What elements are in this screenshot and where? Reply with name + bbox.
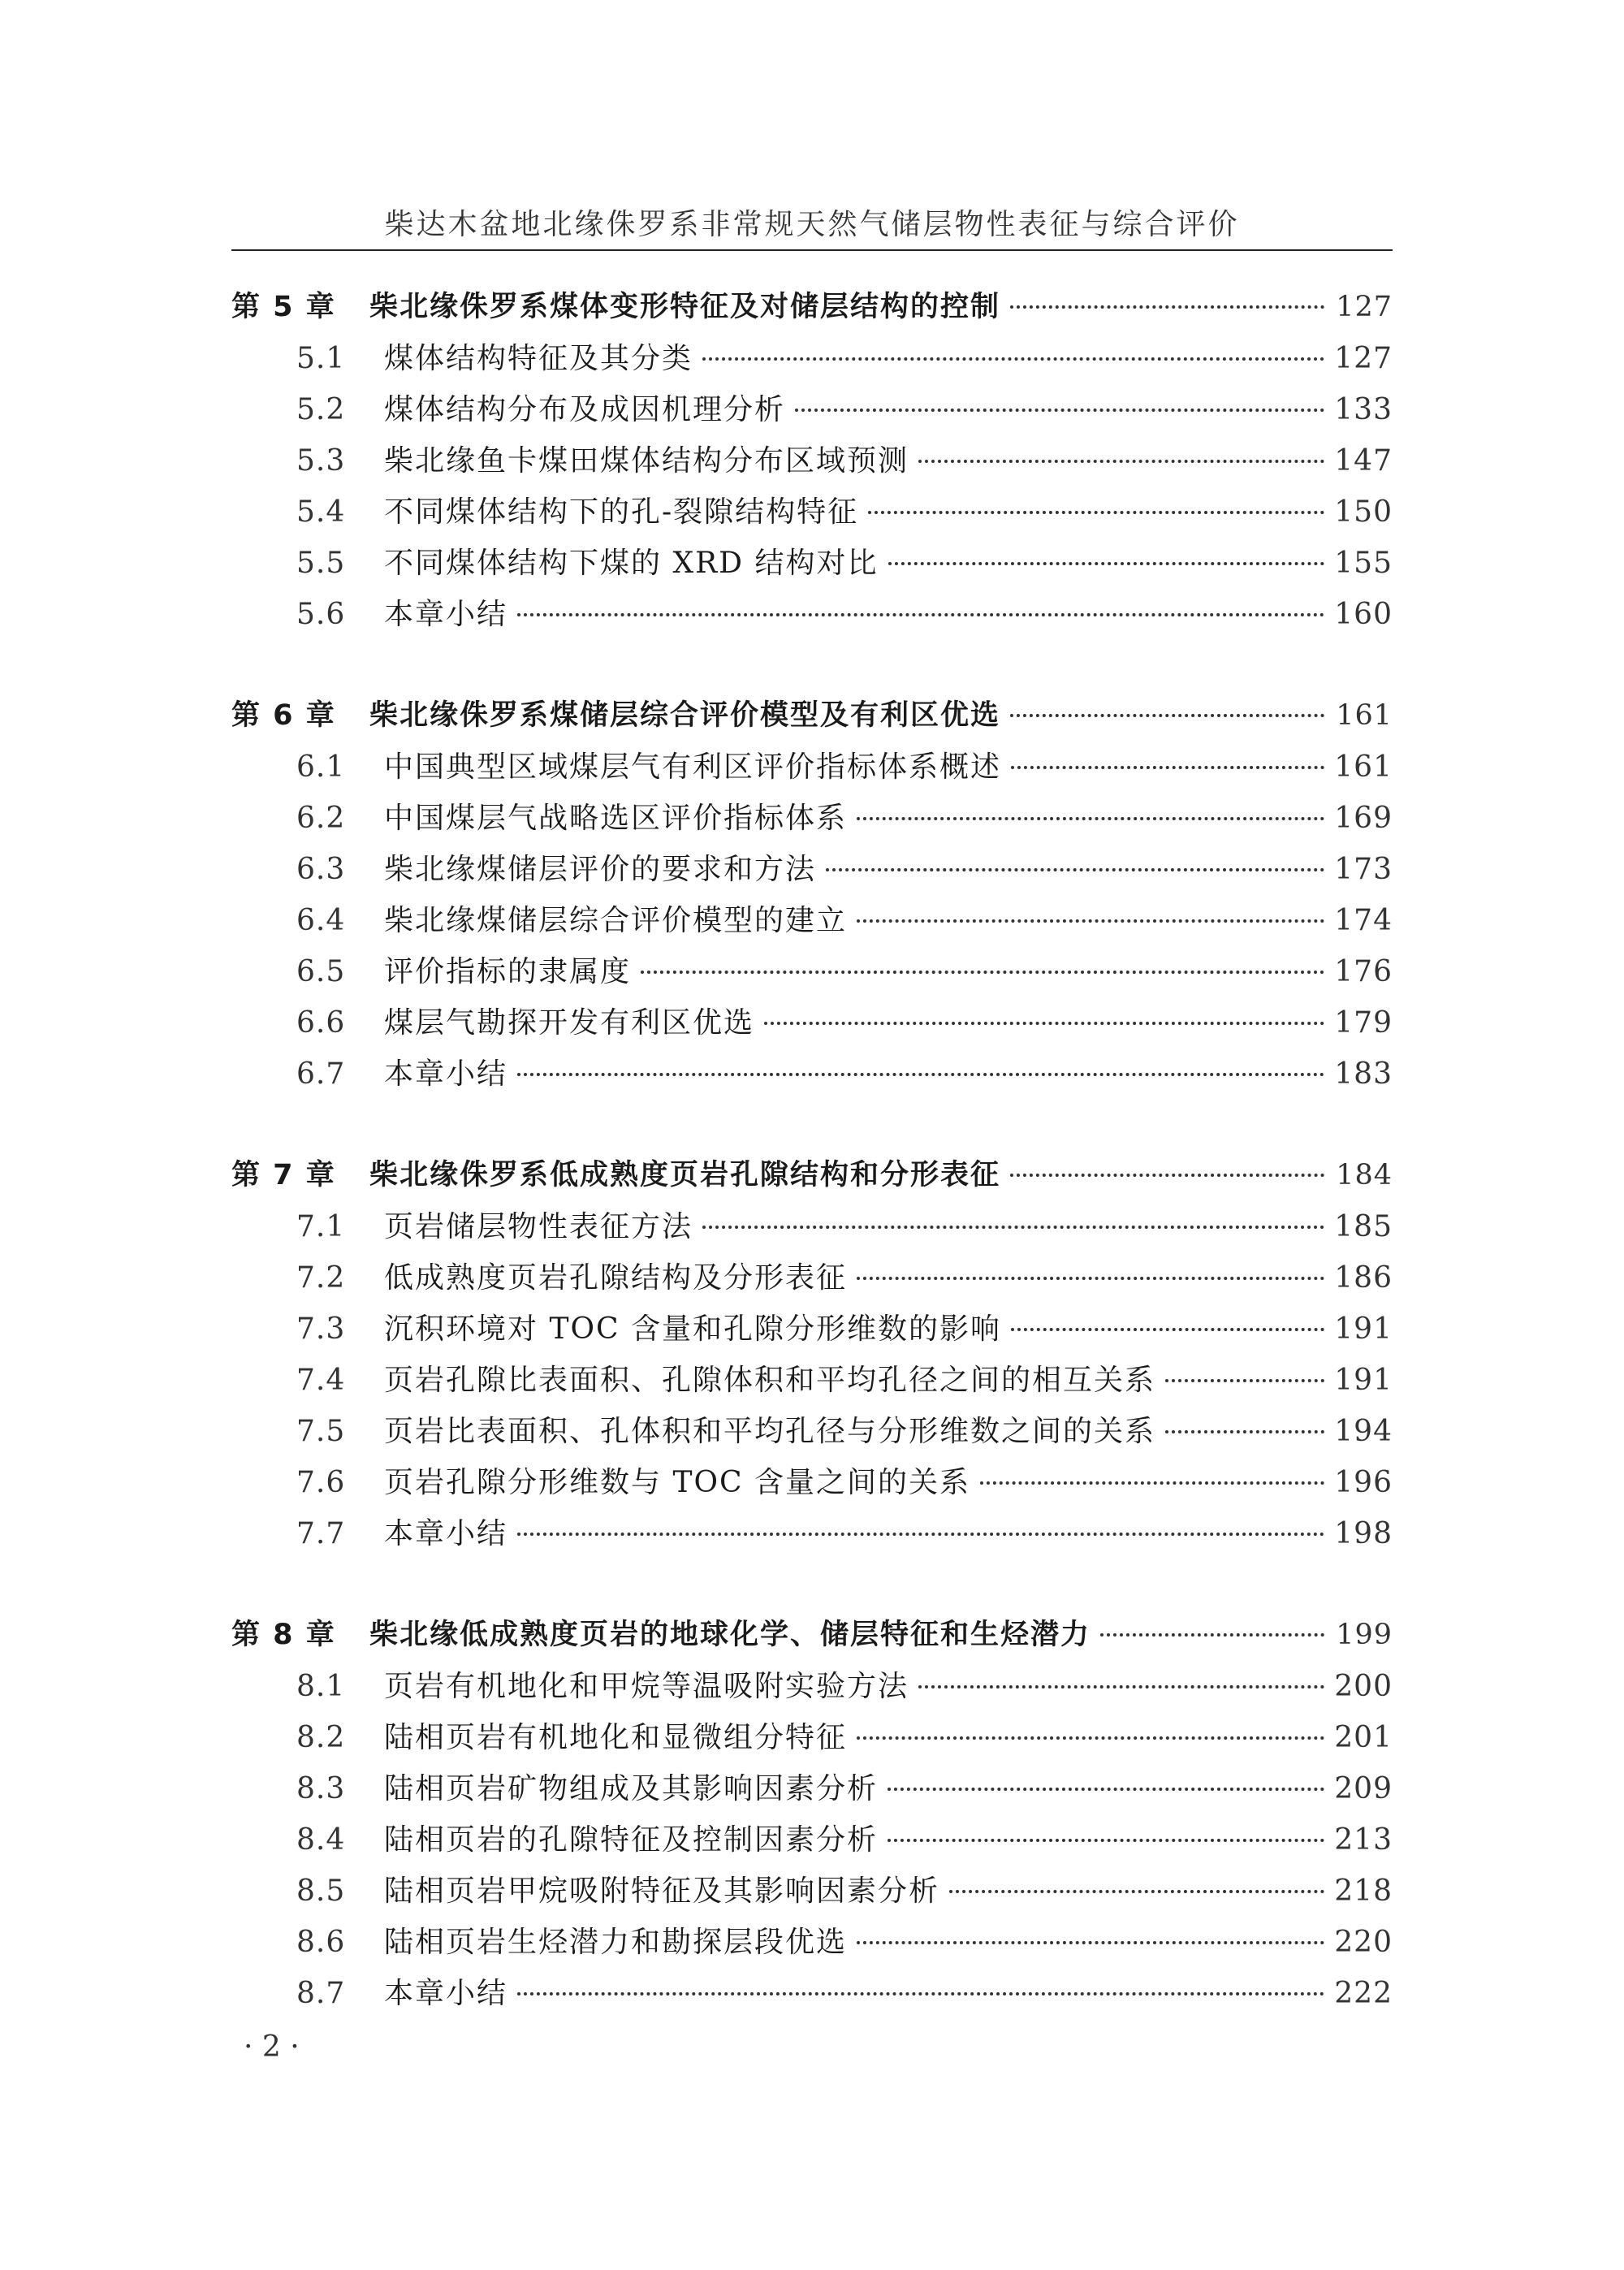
toc-section-entry[interactable]: [231, 1766, 1393, 1817]
toc-section-entry[interactable]: [231, 1408, 1393, 1459]
dot-leader: [1010, 305, 1324, 309]
toc-section-entry-number: 6.2: [296, 802, 346, 835]
dot-leader: [918, 1685, 1324, 1688]
toc-section-entry-title: 本章小结: [384, 598, 508, 631]
toc-section-entry-title: 低成熟度页岩孔隙结构及分形表征: [384, 1261, 848, 1295]
dot-leader: [517, 1992, 1324, 1995]
toc-chapter-entry[interactable]: [231, 1152, 1393, 1204]
chapter-block: [231, 693, 1393, 1102]
toc-section-entry-title: 中国煤层气战略选区评价指标体系: [384, 802, 848, 835]
dot-leader: [1165, 1430, 1324, 1433]
toc-section-entry-page: 186: [1334, 1261, 1393, 1295]
toc-section-entry-page: 147: [1334, 444, 1393, 478]
toc-section-entry[interactable]: [231, 1306, 1393, 1357]
toc-section-entry-page: 198: [1334, 1517, 1393, 1550]
toc-section-entry[interactable]: [231, 1919, 1393, 1970]
toc-section-entry-title: 本章小结: [384, 1517, 508, 1550]
toc-section-entry-page: 169: [1334, 802, 1393, 835]
toc-section-entry-number: 5.6: [296, 598, 346, 631]
dot-leader: [1010, 714, 1324, 717]
running-head: 柴达木盆地北缘侏罗系非常规天然气储层物性表征与综合评价: [384, 208, 1240, 241]
page-number: · 2 ·: [244, 2030, 300, 2064]
toc-section-entry-number: 7.2: [296, 1261, 346, 1295]
dot-leader: [949, 1890, 1324, 1893]
toc-section-entry-title: 页岩比表面积、孔体积和平均孔径与分形维数之间的关系: [384, 1415, 1156, 1448]
toc-section-entry-page: 185: [1334, 1210, 1393, 1243]
toc-section-entry-page: 183: [1334, 1057, 1393, 1091]
toc-section-entry-title: 陆相页岩有机地化和显微组分特征: [384, 1721, 848, 1754]
toc-section-entry-number: 7.7: [296, 1517, 346, 1550]
toc-section-entry-number: 8.4: [296, 1823, 346, 1857]
dot-leader: [764, 1022, 1324, 1025]
toc-chapter-entry-number: 第 8 章: [231, 1619, 336, 1651]
toc-section-entry[interactable]: [231, 795, 1393, 846]
toc-section-entry[interactable]: [231, 1663, 1393, 1714]
toc-section-entry-number: 7.5: [296, 1415, 346, 1448]
toc-chapter-entry[interactable]: [231, 284, 1393, 335]
toc-section-entry-number: 8.1: [296, 1670, 346, 1703]
dot-leader: [1165, 1379, 1324, 1382]
toc-section-entry-number: 6.1: [296, 750, 346, 784]
toc-section-entry-page: 150: [1334, 495, 1393, 529]
toc-section-entry[interactable]: [231, 1714, 1393, 1766]
chapter-block: [231, 284, 1393, 642]
toc-section-entry[interactable]: [231, 540, 1393, 591]
toc-section-entry-number: 5.3: [296, 444, 346, 478]
toc-section-entry[interactable]: [231, 744, 1393, 795]
toc-section-entry-page: 173: [1334, 853, 1393, 886]
toc-section-entry-title: 本章小结: [384, 1977, 508, 2010]
toc-section-entry[interactable]: [231, 1970, 1393, 2021]
chapter-block: [231, 1612, 1393, 2021]
dot-leader: [857, 817, 1324, 820]
toc-section-entry-title: 柴北缘煤储层综合评价模型的建立: [384, 904, 848, 937]
toc-section-entry-page: 194: [1334, 1415, 1393, 1448]
toc-section-entry-number: 6.7: [296, 1057, 346, 1091]
dot-leader: [517, 1533, 1324, 1536]
toc-section-entry-title: 陆相页岩生烃潜力和勘探层段优选: [384, 1926, 848, 1959]
toc-section-entry-number: 6.4: [296, 904, 346, 937]
dot-leader: [857, 1277, 1324, 1280]
toc-section-entry-number: 7.3: [296, 1312, 346, 1346]
toc-section-entry-title: 陆相页岩的孔隙特征及控制因素分析: [384, 1823, 879, 1857]
toc-section-entry[interactable]: [231, 489, 1393, 540]
dot-leader: [857, 1941, 1324, 1944]
dot-leader: [517, 613, 1324, 616]
toc-section-entry-page: 155: [1334, 547, 1393, 580]
toc-section-entry-page: 160: [1334, 598, 1393, 631]
toc-chapter-entry-page: 161: [1336, 699, 1393, 732]
toc-section-entry-title: 不同煤体结构下煤的 XRD 结构对比: [384, 547, 879, 580]
toc-section-entry-title: 页岩有机地化和甲烷等温吸附实验方法: [384, 1670, 909, 1703]
toc-section-entry-page: 161: [1334, 750, 1393, 784]
toc-section-entry-number: 8.6: [296, 1926, 346, 1959]
toc-section-entry-number: 7.6: [296, 1466, 346, 1499]
dot-leader: [795, 409, 1324, 412]
toc-section-entry-number: 6.5: [296, 955, 346, 988]
toc-section-entry-page: 222: [1334, 1977, 1393, 2010]
toc-section-entry[interactable]: [231, 1868, 1393, 1919]
toc-section-entry[interactable]: [231, 1051, 1393, 1102]
toc-section-entry-page: 174: [1334, 904, 1393, 937]
toc-section-entry-number: 5.1: [296, 342, 346, 375]
toc-section-entry-number: 5.2: [296, 393, 346, 426]
toc-section-entry[interactable]: [231, 1817, 1393, 1868]
toc-chapter-entry-page: 184: [1336, 1159, 1393, 1191]
toc-section-entry[interactable]: [231, 1357, 1393, 1408]
toc-section-entry-page: 196: [1334, 1466, 1393, 1499]
toc-section-entry-title: 陆相页岩矿物组成及其影响因素分析: [384, 1772, 879, 1805]
toc-section-entry[interactable]: [231, 1000, 1393, 1051]
toc-section-entry-page: 191: [1334, 1364, 1393, 1397]
toc-section-entry-title: 柴北缘煤储层评价的要求和方法: [384, 853, 817, 886]
toc-chapter-entry[interactable]: [231, 1612, 1393, 1663]
dot-leader: [641, 971, 1324, 974]
toc-section-entry-number: 8.7: [296, 1977, 346, 2010]
toc-section-entry-page: 218: [1334, 1874, 1393, 1908]
toc-section-entry-page: 179: [1334, 1006, 1393, 1040]
toc-section-entry-number: 5.5: [296, 547, 346, 580]
toc-section-entry-title: 不同煤体结构下的孔-裂隙结构特征: [384, 495, 859, 529]
toc-section-entry[interactable]: [231, 591, 1393, 642]
toc-section-entry[interactable]: [231, 846, 1393, 897]
toc-section-entry-page: 213: [1334, 1823, 1393, 1857]
toc-chapter-entry-page: 127: [1336, 291, 1393, 323]
toc-section-entry[interactable]: [231, 1511, 1393, 1562]
toc-section-entry-page: 176: [1334, 955, 1393, 988]
dot-leader: [1010, 1174, 1324, 1177]
dot-leader: [888, 1839, 1324, 1842]
dot-leader: [702, 357, 1324, 361]
toc-section-entry-title: 煤体结构分布及成因机理分析: [384, 393, 786, 426]
toc-section-entry-number: 5.4: [296, 495, 346, 529]
dot-leader: [1100, 1633, 1324, 1637]
chapter-block: [231, 1152, 1393, 1562]
toc-section-entry-title: 页岩孔隙比表面积、孔隙体积和平均孔径之间的相互关系: [384, 1364, 1156, 1397]
dot-leader: [517, 1073, 1324, 1076]
dot-leader: [857, 919, 1324, 923]
toc-section-entry-number: 6.6: [296, 1006, 346, 1040]
dot-leader: [1011, 766, 1324, 769]
toc-section-entry[interactable]: [231, 949, 1393, 1000]
toc-section-entry-number: 8.3: [296, 1772, 346, 1805]
toc-section-entry-page: 191: [1334, 1312, 1393, 1346]
toc-section-entry-title: 陆相页岩甲烷吸附特征及其影响因素分析: [384, 1874, 940, 1908]
dot-leader: [888, 1788, 1324, 1791]
toc-section-entry-title: 沉积环境对 TOC 含量和孔隙分形维数的影响: [384, 1312, 1001, 1346]
toc-chapter-entry-page: 199: [1336, 1619, 1393, 1651]
toc-section-entry-number: 7.1: [296, 1210, 346, 1243]
toc-section-entry-number: 7.4: [296, 1364, 346, 1397]
dot-leader: [918, 460, 1324, 463]
toc-section-entry[interactable]: [231, 387, 1393, 438]
toc-chapter-entry-title: 柴北缘侏罗系煤储层综合评价模型及有利区优选: [369, 699, 1001, 732]
toc-section-entry-page: 220: [1334, 1926, 1393, 1959]
toc-section-entry-page: 200: [1334, 1670, 1393, 1703]
dot-leader: [868, 511, 1324, 514]
toc-section-entry-page: 209: [1334, 1772, 1393, 1805]
toc-section-entry-number: 8.2: [296, 1721, 346, 1754]
toc-chapter-entry-title: 柴北缘侏罗系低成熟度页岩孔隙结构和分形表征: [369, 1159, 1001, 1191]
toc-section-entry-number: 6.3: [296, 853, 346, 886]
toc-chapter-entry-number: 第 5 章: [231, 291, 336, 323]
toc-section-entry[interactable]: [231, 1255, 1393, 1306]
dot-leader: [1011, 1328, 1324, 1331]
toc-chapter-entry-title: 柴北缘低成熟度页岩的地球化学、储层特征和生烃潜力: [369, 1619, 1091, 1651]
toc-section-entry-title: 煤层气勘探开发有利区优选: [384, 1006, 755, 1040]
dot-leader: [857, 1736, 1324, 1740]
header-rule: [231, 249, 1393, 251]
dot-leader: [888, 562, 1325, 565]
toc-section-entry-title: 页岩储层物性表征方法: [384, 1210, 693, 1243]
toc-chapter-entry[interactable]: [231, 693, 1393, 744]
toc-section-entry[interactable]: [231, 438, 1393, 489]
table-of-contents: [231, 284, 1393, 2072]
dot-leader: [702, 1226, 1324, 1229]
toc-section-entry-title: 煤体结构特征及其分类: [384, 342, 693, 375]
toc-section-entry[interactable]: [231, 335, 1393, 387]
toc-section-entry-title: 页岩孔隙分形维数与 TOC 含量之间的关系: [384, 1466, 970, 1499]
dot-leader: [980, 1481, 1324, 1485]
toc-section-entry[interactable]: [231, 1459, 1393, 1511]
toc-section-entry-title: 中国典型区域煤层气有利区评价指标体系概述: [384, 750, 1002, 784]
toc-section-entry-page: 201: [1334, 1721, 1393, 1754]
toc-chapter-entry-number: 第 7 章: [231, 1159, 336, 1191]
toc-chapter-entry-title: 柴北缘侏罗系煤体变形特征及对储层结构的控制: [369, 291, 1001, 323]
toc-section-entry-page: 127: [1334, 342, 1393, 375]
toc-section-entry-title: 评价指标的隶属度: [384, 955, 632, 988]
toc-section-entry-title: 柴北缘鱼卡煤田煤体结构分布区域预测: [384, 444, 909, 478]
toc-chapter-entry-number: 第 6 章: [231, 699, 336, 732]
toc-section-entry[interactable]: [231, 897, 1393, 949]
toc-section-entry-page: 133: [1334, 393, 1393, 426]
toc-section-entry-title: 本章小结: [384, 1057, 508, 1091]
toc-section-entry-number: 8.5: [296, 1874, 346, 1908]
dot-leader: [826, 868, 1324, 871]
toc-section-entry[interactable]: [231, 1204, 1393, 1255]
